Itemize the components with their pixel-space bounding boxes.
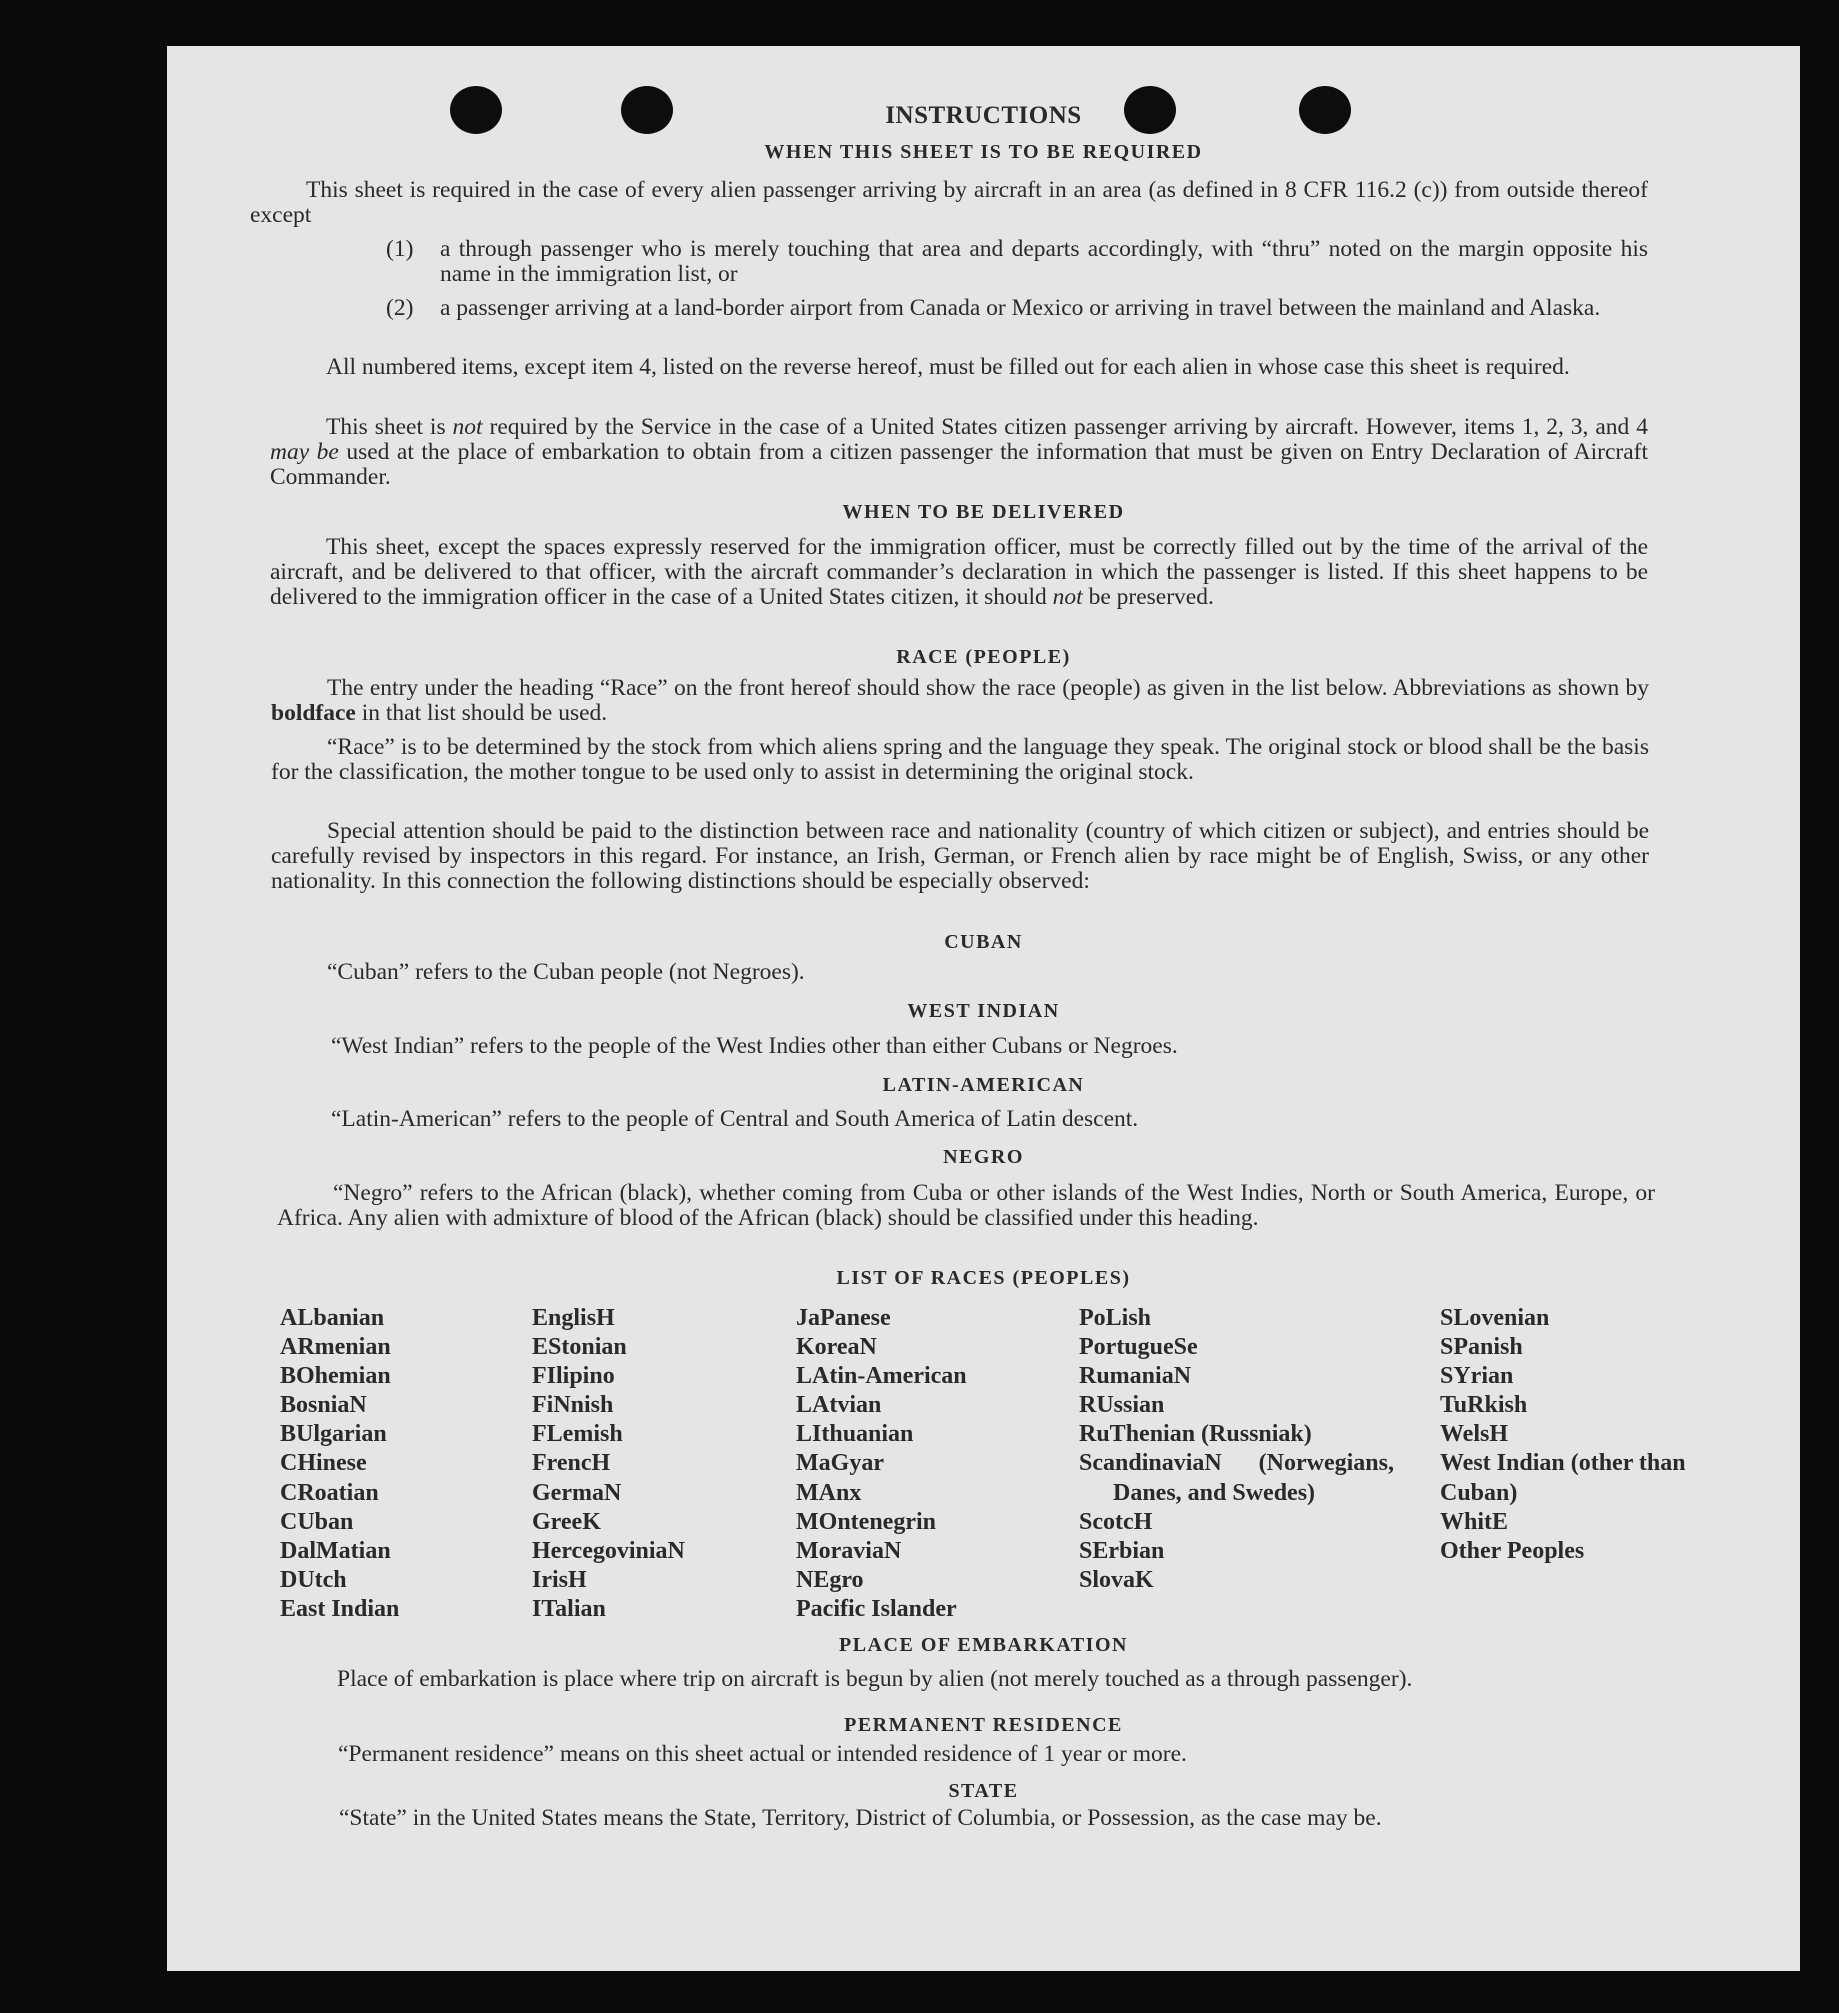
item-number: (2) xyxy=(386,295,414,321)
race-column xyxy=(1440,1304,1695,1566)
race-entry: BosniaN xyxy=(280,1392,367,1419)
race-entry: RUssian xyxy=(1079,1392,1165,1419)
race-entry: MaGyar xyxy=(796,1450,884,1477)
race-entry: FrencH xyxy=(532,1450,611,1477)
race-entry: CUban xyxy=(280,1508,354,1535)
race-entry: EnglisH xyxy=(532,1305,615,1331)
race-column xyxy=(796,1304,1066,1624)
race-entry: MOntenegrin xyxy=(796,1508,936,1535)
race-entry: SErbian xyxy=(1079,1537,1165,1564)
race-entry: JaPanese xyxy=(796,1305,891,1331)
section-heading-place-of-embarkation: PLACE OF EMBARKATION xyxy=(839,1634,1128,1656)
paragraph: “Race” is to be determined by the stock from which aliens spring and the language they speak. The original stock or blood shall be the basis for the classification, the mother tongue to be used only to assist in determining the original stock. xyxy=(271,734,1649,785)
section-heading-west-indian: WEST INDIAN xyxy=(907,1000,1060,1022)
race-entry: LIthuanian xyxy=(796,1421,914,1448)
race-entry: TuRkish xyxy=(1440,1392,1528,1419)
race-entry: GermaN xyxy=(532,1479,622,1506)
race-entry: DUtch xyxy=(280,1566,347,1593)
section-heading-list-of-races: LIST OF RACES (PEOPLES) xyxy=(836,1267,1131,1289)
race-entry: EStonian xyxy=(532,1334,627,1361)
paragraph: Special attention should be paid to the distinction between race and nationality (country of which citizen or subject), and entries should be carefully revised by inspectors in this regard. For instance, an Irish, German, or French alien by race might be of English, Swiss, or any other nationality. In this connection the following distinctions should be especially observed: xyxy=(271,818,1649,894)
paragraph: Place of embarkation is place where trip on aircraft is begun by alien (not merely touched as a through passenger). xyxy=(337,1666,1413,1692)
race-column xyxy=(532,1304,782,1624)
race-entry: Other Peoples xyxy=(1440,1537,1585,1564)
paragraph: This sheet, except the spaces expressly reserved for the immigration officer, must be correctly filled out by the time of the arrival of the aircraft, and be delivered to that officer, with the aircraft commander’s declaration in which the passenger is listed. If this sheet happens to be delivered to the immigration officer in the case of a United States citizen, it should not be preserved. xyxy=(270,534,1648,610)
section-heading-race: RACE (PEOPLE) xyxy=(896,646,1071,668)
race-entry: DalMatian xyxy=(280,1537,391,1564)
race-entry: NEgro xyxy=(796,1566,864,1593)
section-heading-negro: NEGRO xyxy=(943,1146,1024,1168)
race-entry: MoraviaN xyxy=(796,1537,902,1564)
race-entry: CHinese xyxy=(280,1450,367,1477)
race-entry: SPanish xyxy=(1440,1334,1523,1361)
race-entry: RumaniaN xyxy=(1079,1363,1192,1390)
race-entry: KoreaN xyxy=(796,1334,877,1361)
paragraph: “Negro” refers to the African (black), whether coming from Cuba or other islands of the West Indies, North or South America, Europe, or Africa. Any alien with admixture of blood of the African (black) should be classified under this heading. xyxy=(277,1180,1655,1231)
paragraph: All numbered items, except item 4, listed on the reverse hereof, must be filled out for each alien in whose case this sheet is required. xyxy=(326,354,1570,380)
race-column xyxy=(280,1304,520,1624)
race-entry: IrisH xyxy=(532,1566,587,1593)
race-entry: WhitE xyxy=(1440,1508,1509,1535)
race-entry: West Indian (other than Cuban) xyxy=(1440,1450,1686,1506)
page-title: INSTRUCTIONS xyxy=(885,102,1082,129)
paragraph: “West Indian” refers to the people of the West Indies other than either Cubans or Negroes. xyxy=(331,1033,1178,1059)
list-item: (1) a through passenger who is merely touching that area and departs accordingly, with “thru” noted on the margin opposite his name in the immigration list, or xyxy=(386,236,1648,287)
race-entry: FLemish xyxy=(532,1421,623,1448)
race-entry: PortugueSe xyxy=(1079,1334,1198,1361)
race-entry: CRoatian xyxy=(280,1479,379,1506)
item-number: (1) xyxy=(386,236,414,262)
paragraph: “State” in the United States means the State, Territory, District of Columbia, or Possession, as the case may be. xyxy=(339,1805,1382,1831)
race-entry: ScotcH xyxy=(1079,1508,1153,1535)
race-entry: RuThenian (Russniak) xyxy=(1079,1421,1312,1448)
section-heading-when-delivered: WHEN TO BE DELIVERED xyxy=(842,501,1125,523)
section-heading-cuban: CUBAN xyxy=(944,931,1023,953)
race-entry: PoLish xyxy=(1079,1305,1152,1331)
race-entry: WelsH xyxy=(1440,1421,1509,1448)
section-heading-permanent-residence: PERMANENT RESIDENCE xyxy=(844,1714,1123,1736)
section-heading-when-required: WHEN THIS SHEET IS TO BE REQUIRED xyxy=(764,141,1203,163)
race-entry: BUlgarian xyxy=(280,1421,387,1448)
race-entry: LAtin-American xyxy=(796,1363,967,1390)
section-heading-state: STATE xyxy=(948,1780,1019,1802)
race-entry: SlovaK xyxy=(1079,1566,1154,1593)
race-entry: SYrian xyxy=(1440,1363,1514,1390)
race-entry: FiNnish xyxy=(532,1392,614,1419)
race-entry: ARmenian xyxy=(280,1334,391,1361)
paragraph: “Permanent residence” means on this sheet actual or intended residence of 1 year or more. xyxy=(338,1741,1187,1767)
instruction-sheet xyxy=(167,46,1800,1971)
race-entry: BOhemian xyxy=(280,1363,391,1390)
paragraph: “Latin-American” refers to the people of Central and South America of Latin descent. xyxy=(331,1106,1139,1132)
paragraph: The entry under the heading “Race” on the front hereof should show the race (people) as given in the list below. Abbreviations as shown by boldface in that list should be used. xyxy=(271,675,1649,726)
list-item: (2) a passenger arriving at a land-border airport from Canada or Mexico or arriving in travel between the mainland and Alaska. xyxy=(386,295,1601,321)
race-entry: FIlipino xyxy=(532,1363,615,1390)
race-entry: MAnx xyxy=(796,1479,862,1506)
race-entry: LAtvian xyxy=(796,1392,882,1419)
paragraph: This sheet is required in the case of every alien passenger arriving by aircraft in an area (as defined in 8 CFR 116.2 (c)) from outside thereof except xyxy=(250,177,1648,228)
paragraph: “Cuban” refers to the Cuban people (not Negroes). xyxy=(327,959,805,985)
race-entry: Pacific Islander xyxy=(796,1595,957,1622)
race-column xyxy=(1079,1304,1394,1595)
race-entry: GreeK xyxy=(532,1508,601,1535)
section-heading-latin-american: LATIN-AMERICAN xyxy=(882,1074,1085,1096)
race-entry: ALbanian xyxy=(280,1305,385,1331)
paragraph: This sheet is not required by the Service in the case of a United States citizen passenger arriving by aircraft. However, items 1, 2, 3, and 4 may be used at the place of embarkation to obtain from a citizen passenger the information that must be given on Entry Declaration of Aircraft Commander. xyxy=(270,414,1648,490)
race-entry: HercegoviniaN xyxy=(532,1537,685,1564)
race-entry: SLovenian xyxy=(1440,1305,1550,1331)
race-entry: ScandinaviaN (Norwegians, Danes, and Swedes) xyxy=(1079,1450,1394,1506)
race-entry: ITalian xyxy=(532,1595,606,1622)
race-entry: East Indian xyxy=(280,1595,400,1622)
